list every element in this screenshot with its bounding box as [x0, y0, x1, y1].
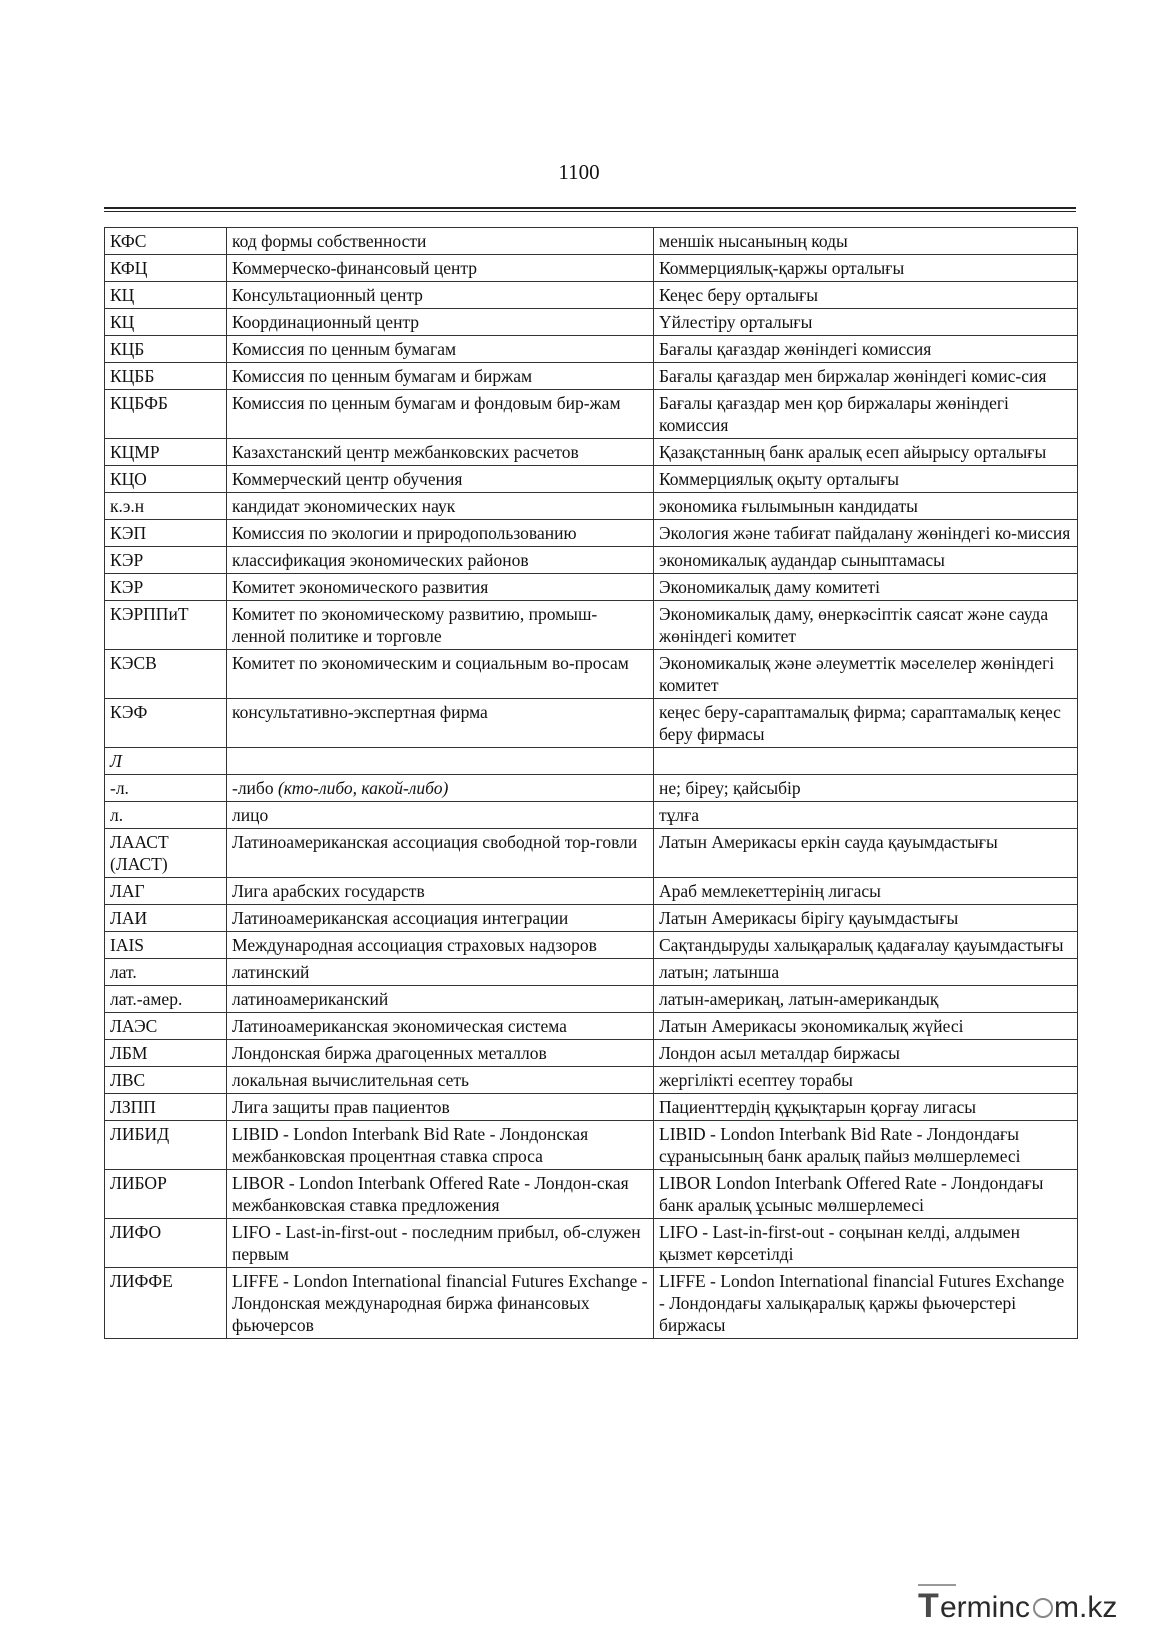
russian-cell: Комиссия по ценным бумагам и фондовым бир-жам: [227, 390, 654, 439]
abbreviation-cell: КЦБ: [105, 336, 227, 363]
table-row: [105, 282, 1078, 309]
abbreviation-cell: IAIS: [105, 932, 227, 959]
abbreviation-cell: КЭФ: [105, 699, 227, 748]
table-row: [105, 699, 1078, 748]
table-row: [105, 1094, 1078, 1121]
kazakh-cell: Кеңес беру орталығы: [654, 282, 1078, 309]
table-row: [105, 905, 1078, 932]
kazakh-cell: Латын Америкасы еркін сауда қауымдастығы: [654, 829, 1078, 878]
table-row: [105, 363, 1078, 390]
kazakh-cell: Сақтандыруды халықаралық қадағалау қауымдастығы: [654, 932, 1078, 959]
russian-cell: Комиссия по экологии и природопользованию: [227, 520, 654, 547]
russian-cell: Комитет по экономическому развитию, промыш-ленной политике и торговле: [227, 601, 654, 650]
kazakh-cell: Қазақстанның банк аралық есеп айырысу орталығы: [654, 439, 1078, 466]
kazakh-cell: экономика ғылымынын кандидаты: [654, 493, 1078, 520]
kazakh-cell: Латын Америкасы экономикалық жүйесі: [654, 1013, 1078, 1040]
kazakh-cell: LIBOR London Interbank Offered Rate - Лондондағы банк аралық ұсыныс мөлшерлемесі: [654, 1170, 1078, 1219]
table-row: [105, 1040, 1078, 1067]
abbreviation-cell: -л.: [105, 775, 227, 802]
russian-cell: Лига защиты прав пациентов: [227, 1094, 654, 1121]
table-row: [105, 1219, 1078, 1268]
kazakh-cell: латын-америкаң, латын-американдық: [654, 986, 1078, 1013]
russian-cell: локальная вычислительная сеть: [227, 1067, 654, 1094]
kazakh-cell: жергілікті есептеу торабы: [654, 1067, 1078, 1094]
russian-cell: кандидат экономических наук: [227, 493, 654, 520]
abbreviation-cell: ЛИБИД: [105, 1121, 227, 1170]
abbreviation-cell: ЛААСТ (ЛАСТ): [105, 829, 227, 878]
russian-text: -либо: [232, 778, 278, 798]
kazakh-cell: меншік нысанының коды: [654, 228, 1078, 255]
table-row: [105, 802, 1078, 829]
kazakh-cell: Экономикалық және әлеуметтік мәселелер жөніндегі комитет: [654, 650, 1078, 699]
table-row: [105, 1121, 1078, 1170]
russian-cell: код формы собственности: [227, 228, 654, 255]
logo-text-start: erminc: [940, 1591, 1031, 1624]
russian-cell: Латиноамериканская ассоциация интеграции: [227, 905, 654, 932]
russian-cell: Комитет по экономическим и социальным во-просам: [227, 650, 654, 699]
glossary-table: [104, 227, 1078, 1339]
table-row: [105, 255, 1078, 282]
section-empty-cell: [227, 748, 654, 775]
kazakh-cell: Бағалы қағаздар жөніндегі комиссия: [654, 336, 1078, 363]
abbreviation-cell: ЛВС: [105, 1067, 227, 1094]
logo-o-icon: [1034, 1599, 1052, 1617]
kazakh-cell: Латын Америкасы бірігу қауымдастығы: [654, 905, 1078, 932]
abbreviation-cell: КЭСВ: [105, 650, 227, 699]
abbreviation-cell: лат.: [105, 959, 227, 986]
kazakh-cell: не; біреу; қайсыбір: [654, 775, 1078, 802]
abbreviation-cell: КЦББ: [105, 363, 227, 390]
section-empty-cell: [654, 748, 1078, 775]
logo-text-end: m.kz: [1054, 1591, 1118, 1624]
kazakh-cell: Бағалы қағаздар мен қор биржалары жөніндегі комиссия: [654, 390, 1078, 439]
abbreviation-cell: КЭП: [105, 520, 227, 547]
table-row: [105, 1268, 1078, 1339]
russian-cell: Коммерческо-финансовый центр: [227, 255, 654, 282]
abbreviation-cell: л.: [105, 802, 227, 829]
kazakh-cell: Коммерциялық-қаржы орталығы: [654, 255, 1078, 282]
table-row: [105, 336, 1078, 363]
terminco-logo: [916, 1579, 1136, 1627]
header-rule-thin: [104, 211, 1076, 212]
table-row: [105, 650, 1078, 699]
table-row: [105, 574, 1078, 601]
kazakh-cell: Лондон асыл металдар биржасы: [654, 1040, 1078, 1067]
abbreviation-cell: ЛИБОР: [105, 1170, 227, 1219]
russian-cell: Латиноамериканская экономическая система: [227, 1013, 654, 1040]
abbreviation-cell: КЦО: [105, 466, 227, 493]
abbreviation-cell: КЭРППиТ: [105, 601, 227, 650]
russian-cell: [227, 775, 654, 802]
table-row: [105, 547, 1078, 574]
abbreviation-cell: к.э.н: [105, 493, 227, 520]
logo-initial: T: [918, 1587, 939, 1625]
kazakh-cell: Экономикалық даму, өнеркәсіптік саясат және сауда жөніндегі комитет: [654, 601, 1078, 650]
table-row: [105, 520, 1078, 547]
russian-cell: LIFFE - London International financial Futures Exchange - Лондонская международная биржа финансовых фьючерсов: [227, 1268, 654, 1339]
russian-cell: Лондонская биржа драгоценных металлов: [227, 1040, 654, 1067]
table-row: [105, 775, 1078, 802]
abbreviation-cell: лат.-амер.: [105, 986, 227, 1013]
kazakh-cell: LIFO - Last-in-first-out - соңынан келді, алдымен қызмет көрсетілді: [654, 1219, 1078, 1268]
table-row: [105, 466, 1078, 493]
kazakh-cell: латын; латынша: [654, 959, 1078, 986]
russian-cell: латиноамериканский: [227, 986, 654, 1013]
russian-cell: латинский: [227, 959, 654, 986]
russian-cell: Комиссия по ценным бумагам: [227, 336, 654, 363]
abbreviation-cell: КФЦ: [105, 255, 227, 282]
table-row: [105, 878, 1078, 905]
header-rule-thick: [104, 207, 1076, 209]
russian-cell: Лига арабских государств: [227, 878, 654, 905]
kazakh-cell: Араб мемлекеттерінің лигасы: [654, 878, 1078, 905]
russian-cell: Международная ассоциация страховых надзоров: [227, 932, 654, 959]
table-row: [105, 390, 1078, 439]
section-letter: Л: [105, 748, 227, 775]
abbreviation-cell: КФС: [105, 228, 227, 255]
russian-cell: Комиссия по ценным бумагам и биржам: [227, 363, 654, 390]
russian-cell: Координационный центр: [227, 309, 654, 336]
russian-cell: Коммерческий центр обучения: [227, 466, 654, 493]
abbreviation-cell: ЛАЭС: [105, 1013, 227, 1040]
abbreviation-cell: КЦМР: [105, 439, 227, 466]
kazakh-cell: Экономикалық даму комитеті: [654, 574, 1078, 601]
russian-cell: консультативно-экспертная фирма: [227, 699, 654, 748]
kazakh-cell: Коммерциялық оқыту орталығы: [654, 466, 1078, 493]
abbreviation-cell: КЦБФБ: [105, 390, 227, 439]
kazakh-cell: Бағалы қағаздар мен биржалар жөніндегі комис-сия: [654, 363, 1078, 390]
page-number: 1100: [558, 160, 600, 184]
russian-cell: LIBID - London Interbank Bid Rate - Лондонская межбанковская процентная ставка спроса: [227, 1121, 654, 1170]
kazakh-cell: кеңес беру-сараптамалық фирма; сараптамалық кеңес беру фирмасы: [654, 699, 1078, 748]
russian-cell: лицо: [227, 802, 654, 829]
abbreviation-cell: КЦ: [105, 309, 227, 336]
kazakh-cell: LIFFE - London International financial Futures Exchange - Лондондағы халықаралық қаржы фьючерстері биржасы: [654, 1268, 1078, 1339]
table-row: [105, 932, 1078, 959]
russian-cell: LIBOR - London Interbank Offered Rate - Лондон-ская межбанковская ставка предложения: [227, 1170, 654, 1219]
abbreviation-cell: КЦ: [105, 282, 227, 309]
abbreviation-cell: ЛИФО: [105, 1219, 227, 1268]
russian-cell: Латиноамериканская ассоциация свободной тор-говли: [227, 829, 654, 878]
section-row: [105, 748, 1078, 775]
kazakh-cell: экономикалық аудандар сыныптамасы: [654, 547, 1078, 574]
abbreviation-cell: КЭР: [105, 547, 227, 574]
kazakh-cell: Үйлестіру орталығы: [654, 309, 1078, 336]
russian-italic-note: (кто-либо, какой-либо): [277, 778, 449, 798]
abbreviation-cell: КЭР: [105, 574, 227, 601]
table-row: [105, 228, 1078, 255]
table-row: [105, 601, 1078, 650]
russian-cell: Казахстанский центр межбанковских расчетов: [227, 439, 654, 466]
abbreviation-cell: ЛИФФЕ: [105, 1268, 227, 1339]
table-row: [105, 1067, 1078, 1094]
table-row: [105, 493, 1078, 520]
table-row: [105, 439, 1078, 466]
table-row: [105, 986, 1078, 1013]
table-row: [105, 959, 1078, 986]
table-row: [105, 1170, 1078, 1219]
kazakh-cell: тұлға: [654, 802, 1078, 829]
kazakh-cell: Экология және табиғат пайдалану жөніндегі ко-миссия: [654, 520, 1078, 547]
russian-cell: классификация экономических районов: [227, 547, 654, 574]
russian-cell: Консультационный центр: [227, 282, 654, 309]
abbreviation-cell: ЛАИ: [105, 905, 227, 932]
table-row: [105, 829, 1078, 878]
abbreviation-cell: ЛЗПП: [105, 1094, 227, 1121]
glossary-body: [105, 228, 1078, 1339]
russian-cell: Комитет экономического развития: [227, 574, 654, 601]
table-row: [105, 1013, 1078, 1040]
abbreviation-cell: ЛАГ: [105, 878, 227, 905]
russian-cell: LIFO - Last-in-first-out - последним прибыл, об-служен первым: [227, 1219, 654, 1268]
table-row: [105, 309, 1078, 336]
abbreviation-cell: ЛБМ: [105, 1040, 227, 1067]
kazakh-cell: LIBID - London Interbank Bid Rate - Лондондағы сұранысының банк аралық пайыз мөлшерлемесі: [654, 1121, 1078, 1170]
kazakh-cell: Пациенттердің құқықтарын қорғау лигасы: [654, 1094, 1078, 1121]
